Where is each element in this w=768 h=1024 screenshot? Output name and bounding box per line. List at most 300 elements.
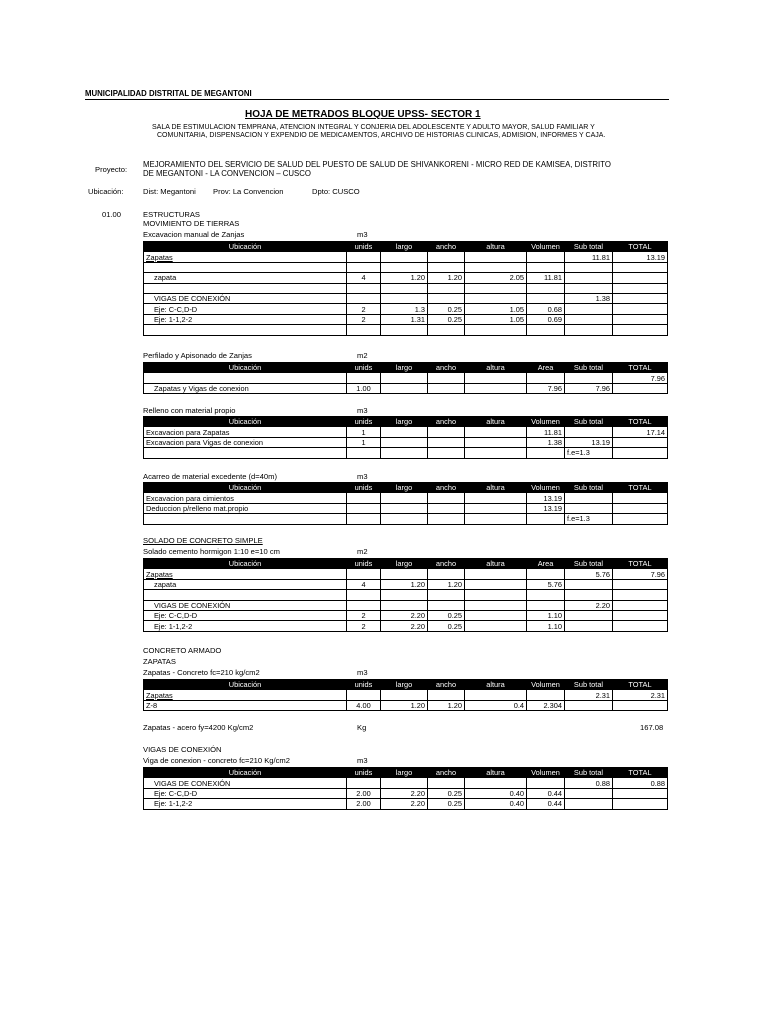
column-header-largo: largo (381, 483, 428, 493)
cell-largo (381, 262, 428, 272)
table-row (144, 383, 668, 393)
table-header-row (144, 768, 668, 778)
column-header-unids: unids (347, 363, 381, 373)
block-title: VIGAS DE CONEXIÓN (143, 745, 222, 754)
location-prov: Prov: La Convencion (213, 187, 284, 196)
cell-largo (381, 778, 428, 788)
cell-volumen (527, 690, 565, 700)
cell-ubicacion: Eje: 1-1,2-2 (144, 621, 347, 631)
column-header-total: TOTAL (613, 768, 668, 778)
cell-total (613, 325, 668, 335)
column-header-volumen: Volumen (527, 242, 565, 252)
cell-subtotal: f.e=1.3 (565, 514, 613, 524)
cell-total (613, 514, 668, 524)
cell-subtotal (565, 799, 613, 809)
cell-largo: 1.20 (381, 700, 428, 710)
block-label: Acarreo de material excedente (d=40m) (143, 472, 278, 481)
column-header-unids: unids (347, 680, 381, 690)
table-row (144, 293, 668, 303)
acero-value: 167.08 (640, 723, 664, 732)
column-header-altura: altura (465, 559, 527, 569)
cell-ubicacion: zapata (144, 273, 347, 283)
cell-altura (465, 493, 527, 503)
cell-total (613, 293, 668, 303)
cell-ubicacion: VIGAS DE CONEXIÓN (144, 778, 347, 788)
column-header-total: TOTAL (613, 417, 668, 427)
table-row (144, 283, 668, 293)
cell-largo: 1.3 (381, 304, 428, 314)
cell-unids (347, 778, 381, 788)
cell-ubicacion (144, 262, 347, 272)
cell-ancho: 1.20 (428, 700, 465, 710)
cell-largo (381, 437, 428, 447)
cell-ancho (428, 590, 465, 600)
cell-ancho (428, 493, 465, 503)
document-title: HOJA DE METRADOS BLOQUE UPSS- SECTOR 1 (245, 109, 481, 120)
cell-volumen: 11.81 (527, 273, 565, 283)
cell-volumen: 2.304 (527, 700, 565, 710)
column-header-altura: altura (465, 363, 527, 373)
municipality-name: MUNICIPALIDAD DISTRITAL DE MEGANTONI (85, 89, 252, 98)
column-header-unids: unids (347, 417, 381, 427)
cell-area (527, 590, 565, 600)
cell-ubicacion (144, 283, 347, 293)
cell-altura (465, 262, 527, 272)
cell-unids: 2 (347, 314, 381, 324)
cell-subtotal (565, 283, 613, 293)
metrado-table-perfilado (143, 362, 668, 394)
table-header-row (144, 680, 668, 690)
acero-label: Zapatas - acero fy=4200 Kg/cm2 (143, 723, 254, 732)
section-subtitle: MOVIMIENTO DE TIERRAS (143, 219, 240, 228)
block-title: SOLADO DE CONCRETO SIMPLE (143, 536, 263, 545)
cell-total (613, 799, 668, 809)
cell-unids: 2.00 (347, 788, 381, 798)
cell-unids (347, 293, 381, 303)
cell-ancho: 0.25 (428, 799, 465, 809)
cell-subtotal (565, 788, 613, 798)
cell-altura (465, 448, 527, 458)
table-header-row (144, 363, 668, 373)
column-header-altura: altura (465, 768, 527, 778)
cell-area: 5.76 (527, 579, 565, 589)
column-header-ubicacion: Ubicación (144, 559, 347, 569)
cell-subtotal (565, 373, 613, 383)
table-header-row (144, 483, 668, 493)
block-label: Excavacion manual de Zanjas (143, 230, 245, 239)
table-row (144, 610, 668, 620)
column-header-ubicacion: Ubicación (144, 242, 347, 252)
cell-ancho (428, 600, 465, 610)
cell-largo (381, 514, 428, 524)
cell-altura (465, 621, 527, 631)
cell-ancho (428, 283, 465, 293)
cell-unids (347, 503, 381, 513)
cell-altura: 0.40 (465, 788, 527, 798)
cell-ancho (428, 503, 465, 513)
cell-volumen (527, 514, 565, 524)
cell-ancho (428, 373, 465, 383)
table-row (144, 493, 668, 503)
cell-ancho: 0.25 (428, 788, 465, 798)
cell-total: 7.96 (613, 569, 668, 579)
cell-subtotal: 5.76 (565, 569, 613, 579)
cell-largo: 1.31 (381, 314, 428, 324)
block-unit: m3 (357, 406, 368, 415)
cell-area: 1.10 (527, 610, 565, 620)
cell-altura (465, 590, 527, 600)
project-line-2: DE MEGANTONI - LA CONVENCION – CUSCO (143, 169, 311, 178)
project-label: Proyecto: (95, 165, 128, 174)
cell-unids: 1 (347, 437, 381, 447)
column-header-ancho: ancho (428, 363, 465, 373)
cell-altura (465, 690, 527, 700)
cell-total (613, 273, 668, 283)
project-line-1: MEJORAMIENTO DEL SERVICIO DE SALUD DEL PUESTO DE SALUD DE SHIVANKORENI - MICRO RED DE KAMISEA, DISTRITO (143, 160, 611, 169)
cell-subtotal (565, 273, 613, 283)
cell-altura: 0.4 (465, 700, 527, 710)
column-header-altura: altura (465, 242, 527, 252)
cell-area: 7.96 (527, 383, 565, 393)
cell-largo (381, 503, 428, 513)
table-row (144, 273, 668, 283)
cell-ubicacion (144, 373, 347, 383)
cell-total: 13.19 (613, 252, 668, 262)
cell-total (613, 590, 668, 600)
column-header-area: Area (527, 559, 565, 569)
cell-volumen (527, 778, 565, 788)
cell-subtotal (565, 325, 613, 335)
cell-volumen (527, 262, 565, 272)
cell-subtotal (565, 610, 613, 620)
cell-ubicacion (144, 514, 347, 524)
cell-total: 7.96 (613, 373, 668, 383)
cell-largo (381, 600, 428, 610)
cell-volumen: 0.44 (527, 788, 565, 798)
cell-ancho (428, 252, 465, 262)
cell-ancho (428, 325, 465, 335)
metrado-table-acarreo (143, 482, 668, 525)
metrado-table-excavacion (143, 241, 668, 336)
cell-unids: 2 (347, 621, 381, 631)
cell-altura (465, 427, 527, 437)
table-row (144, 799, 668, 809)
cell-volumen: 13.19 (527, 493, 565, 503)
cell-ancho: 0.25 (428, 610, 465, 620)
cell-ancho: 1.20 (428, 273, 465, 283)
block-unit: m3 (357, 472, 368, 481)
metrado-table-zapatas-concreto (143, 679, 668, 711)
cell-ancho: 1.20 (428, 579, 465, 589)
table-row (144, 448, 668, 458)
cell-volumen: 1.38 (527, 437, 565, 447)
cell-largo (381, 383, 428, 393)
cell-unids (347, 514, 381, 524)
block-label: Relleno con material propio (143, 406, 236, 415)
cell-largo (381, 293, 428, 303)
cell-altura (465, 503, 527, 513)
cell-total: 2.31 (613, 690, 668, 700)
column-header-volumen: Volumen (527, 768, 565, 778)
table-row (144, 314, 668, 324)
cell-ubicacion: Eje: 1-1,2-2 (144, 314, 347, 324)
cell-altura (465, 514, 527, 524)
cell-ubicacion: VIGAS DE CONEXIÓN (144, 600, 347, 610)
cell-ubicacion: Excavacion para Vigas de conexion (144, 437, 347, 447)
cell-subtotal (565, 590, 613, 600)
cell-altura: 2.05 (465, 273, 527, 283)
cell-altura: 0.40 (465, 799, 527, 809)
cell-total (613, 314, 668, 324)
section-name: ESTRUCTURAS (143, 210, 200, 219)
column-header-subtotal: Sub total (565, 768, 613, 778)
location-dist: Dist: Megantoni (143, 187, 196, 196)
cell-ubicacion: Deduccion p/relleno mat.propio (144, 503, 347, 513)
cell-total (613, 503, 668, 513)
cell-total (613, 448, 668, 458)
cell-unids (347, 262, 381, 272)
cell-altura (465, 373, 527, 383)
table-header-row (144, 242, 668, 252)
cell-largo (381, 690, 428, 700)
cell-ubicacion: Eje: C-C,D-D (144, 610, 347, 620)
cell-volumen (527, 448, 565, 458)
column-header-ancho: ancho (428, 680, 465, 690)
cell-altura (465, 283, 527, 293)
cell-ubicacion: Eje: C-C,D-D (144, 304, 347, 314)
table-header-row (144, 417, 668, 427)
cell-subtotal (565, 700, 613, 710)
cell-ubicacion: zapata (144, 579, 347, 589)
cell-subtotal (565, 262, 613, 272)
cell-unids: 4.00 (347, 700, 381, 710)
cell-total (613, 788, 668, 798)
cell-subtotal: 0.88 (565, 778, 613, 788)
cell-total (613, 304, 668, 314)
cell-volumen: 0.68 (527, 304, 565, 314)
cell-total (613, 610, 668, 620)
column-header-ancho: ancho (428, 559, 465, 569)
cell-subtotal: 7.96 (565, 383, 613, 393)
column-header-subtotal: Sub total (565, 417, 613, 427)
cell-total (613, 283, 668, 293)
table-row (144, 621, 668, 631)
cell-subtotal (565, 493, 613, 503)
cell-altura (465, 383, 527, 393)
table-row (144, 590, 668, 600)
column-header-ubicacion: Ubicación (144, 483, 347, 493)
subtitle-line-1: SALA DE ESTIMULACION TEMPRANA, ATENCION INTEGRAL Y CONJERIA DEL ADOLESCENTE Y ADULTO MAYOR, SALUD FAMILIAR Y (152, 124, 595, 131)
column-header-total: TOTAL (613, 680, 668, 690)
cell-ancho (428, 427, 465, 437)
column-header-subtotal: Sub total (565, 363, 613, 373)
header-rule (85, 99, 669, 100)
block-unit: m3 (357, 756, 368, 765)
cell-area (527, 373, 565, 383)
cell-largo (381, 590, 428, 600)
cell-volumen (527, 283, 565, 293)
cell-altura (465, 579, 527, 589)
cell-subtotal (565, 427, 613, 437)
cell-unids: 1.00 (347, 383, 381, 393)
cell-largo: 2.20 (381, 799, 428, 809)
table-row (144, 427, 668, 437)
column-header-largo: largo (381, 559, 428, 569)
cell-unids: 4 (347, 579, 381, 589)
cell-area (527, 569, 565, 579)
column-header-largo: largo (381, 768, 428, 778)
cell-ubicacion: Z-8 (144, 700, 347, 710)
cell-total: 0.88 (613, 778, 668, 788)
cell-total (613, 600, 668, 610)
cell-volumen: 11.81 (527, 427, 565, 437)
column-header-volumen: Volumen (527, 680, 565, 690)
cell-ancho: 0.25 (428, 304, 465, 314)
cell-unids (347, 690, 381, 700)
cell-largo (381, 448, 428, 458)
cell-altura: 1.05 (465, 314, 527, 324)
column-header-ancho: ancho (428, 768, 465, 778)
cell-unids (347, 283, 381, 293)
cell-ancho (428, 569, 465, 579)
cell-unids: 2 (347, 610, 381, 620)
column-header-total: TOTAL (613, 363, 668, 373)
cell-subtotal (565, 503, 613, 513)
column-header-largo: largo (381, 242, 428, 252)
column-header-ubicacion: Ubicación (144, 768, 347, 778)
metrado-table-vigas-conexion (143, 767, 668, 810)
cell-ubicacion: Eje: C-C,D-D (144, 788, 347, 798)
column-header-largo: largo (381, 417, 428, 427)
cell-largo: 1.20 (381, 579, 428, 589)
column-header-largo: largo (381, 680, 428, 690)
cell-area: 1.10 (527, 621, 565, 631)
table-row (144, 325, 668, 335)
table-row (144, 304, 668, 314)
location-dpto: Dpto: CUSCO (312, 187, 360, 196)
cell-ubicacion: Zapatas (144, 569, 347, 579)
cell-altura (465, 325, 527, 335)
cell-total (613, 493, 668, 503)
block-subtitle: ZAPATAS (143, 657, 176, 666)
table-row (144, 579, 668, 589)
column-header-largo: largo (381, 363, 428, 373)
block-unit: m3 (357, 230, 368, 239)
cell-subtotal (565, 579, 613, 589)
cell-largo: 1.20 (381, 273, 428, 283)
cell-largo: 2.20 (381, 621, 428, 631)
table-row (144, 569, 668, 579)
cell-ubicacion: Zapatas y Vigas de conexion (144, 383, 347, 393)
cell-largo (381, 493, 428, 503)
cell-total (613, 700, 668, 710)
cell-ubicacion: VIGAS DE CONEXIÓN (144, 293, 347, 303)
column-header-total: TOTAL (613, 483, 668, 493)
cell-subtotal: 2.31 (565, 690, 613, 700)
block-unit: m2 (357, 351, 368, 360)
cell-largo (381, 427, 428, 437)
cell-ancho (428, 514, 465, 524)
cell-ubicacion (144, 590, 347, 600)
cell-total (613, 262, 668, 272)
block-label: Perfilado y Apisonado de Zanjas (143, 351, 252, 360)
cell-subtotal (565, 304, 613, 314)
block-unit: m2 (357, 547, 368, 556)
cell-subtotal: 2.20 (565, 600, 613, 610)
column-header-unids: unids (347, 242, 381, 252)
cell-largo (381, 373, 428, 383)
cell-ancho (428, 437, 465, 447)
cell-altura (465, 293, 527, 303)
cell-unids: 4 (347, 273, 381, 283)
cell-ubicacion: Zapatas (144, 252, 347, 262)
block-label: Viga de conexion - concreto fc=210 Kg/cm2 (143, 756, 290, 765)
cell-largo (381, 283, 428, 293)
column-header-altura: altura (465, 680, 527, 690)
cell-altura: 1.05 (465, 304, 527, 314)
cell-largo (381, 252, 428, 262)
cell-largo (381, 569, 428, 579)
cell-ubicacion (144, 448, 347, 458)
cell-ancho (428, 690, 465, 700)
column-header-unids: unids (347, 559, 381, 569)
cell-largo (381, 325, 428, 335)
table-row (144, 700, 668, 710)
cell-volumen: 0.69 (527, 314, 565, 324)
table-row (144, 778, 668, 788)
cell-total (613, 437, 668, 447)
cell-altura (465, 569, 527, 579)
column-header-subtotal: Sub total (565, 483, 613, 493)
cell-ancho: 0.25 (428, 314, 465, 324)
cell-unids (347, 373, 381, 383)
cell-largo: 2.20 (381, 610, 428, 620)
location-label: Ubicación: (88, 187, 124, 196)
section-code: 01.00 (102, 210, 122, 219)
cell-ancho (428, 293, 465, 303)
cell-volumen: 0.44 (527, 799, 565, 809)
cell-ancho (428, 778, 465, 788)
table-row (144, 503, 668, 513)
column-header-ancho: ancho (428, 483, 465, 493)
column-header-area: Area (527, 363, 565, 373)
cell-unids (347, 600, 381, 610)
cell-ubicacion: Eje: 1-1,2-2 (144, 799, 347, 809)
column-header-ubicacion: Ubicación (144, 680, 347, 690)
column-header-volumen: Volumen (527, 417, 565, 427)
cell-unids (347, 252, 381, 262)
cell-subtotal: 13.19 (565, 437, 613, 447)
column-header-total: TOTAL (613, 559, 668, 569)
cell-ubicacion: Zapatas (144, 690, 347, 700)
cell-subtotal: f.e=1.3 (565, 448, 613, 458)
cell-ancho (428, 448, 465, 458)
column-header-unids: unids (347, 768, 381, 778)
table-row (144, 373, 668, 383)
cell-area (527, 600, 565, 610)
column-header-subtotal: Sub total (565, 559, 613, 569)
column-header-ubicacion: Ubicación (144, 363, 347, 373)
column-header-subtotal: Sub total (565, 242, 613, 252)
column-header-ancho: ancho (428, 417, 465, 427)
cell-altura (465, 252, 527, 262)
cell-largo: 2.20 (381, 788, 428, 798)
cell-unids (347, 590, 381, 600)
column-header-unids: unids (347, 483, 381, 493)
cell-volumen (527, 293, 565, 303)
table-row (144, 600, 668, 610)
column-header-ancho: ancho (428, 242, 465, 252)
